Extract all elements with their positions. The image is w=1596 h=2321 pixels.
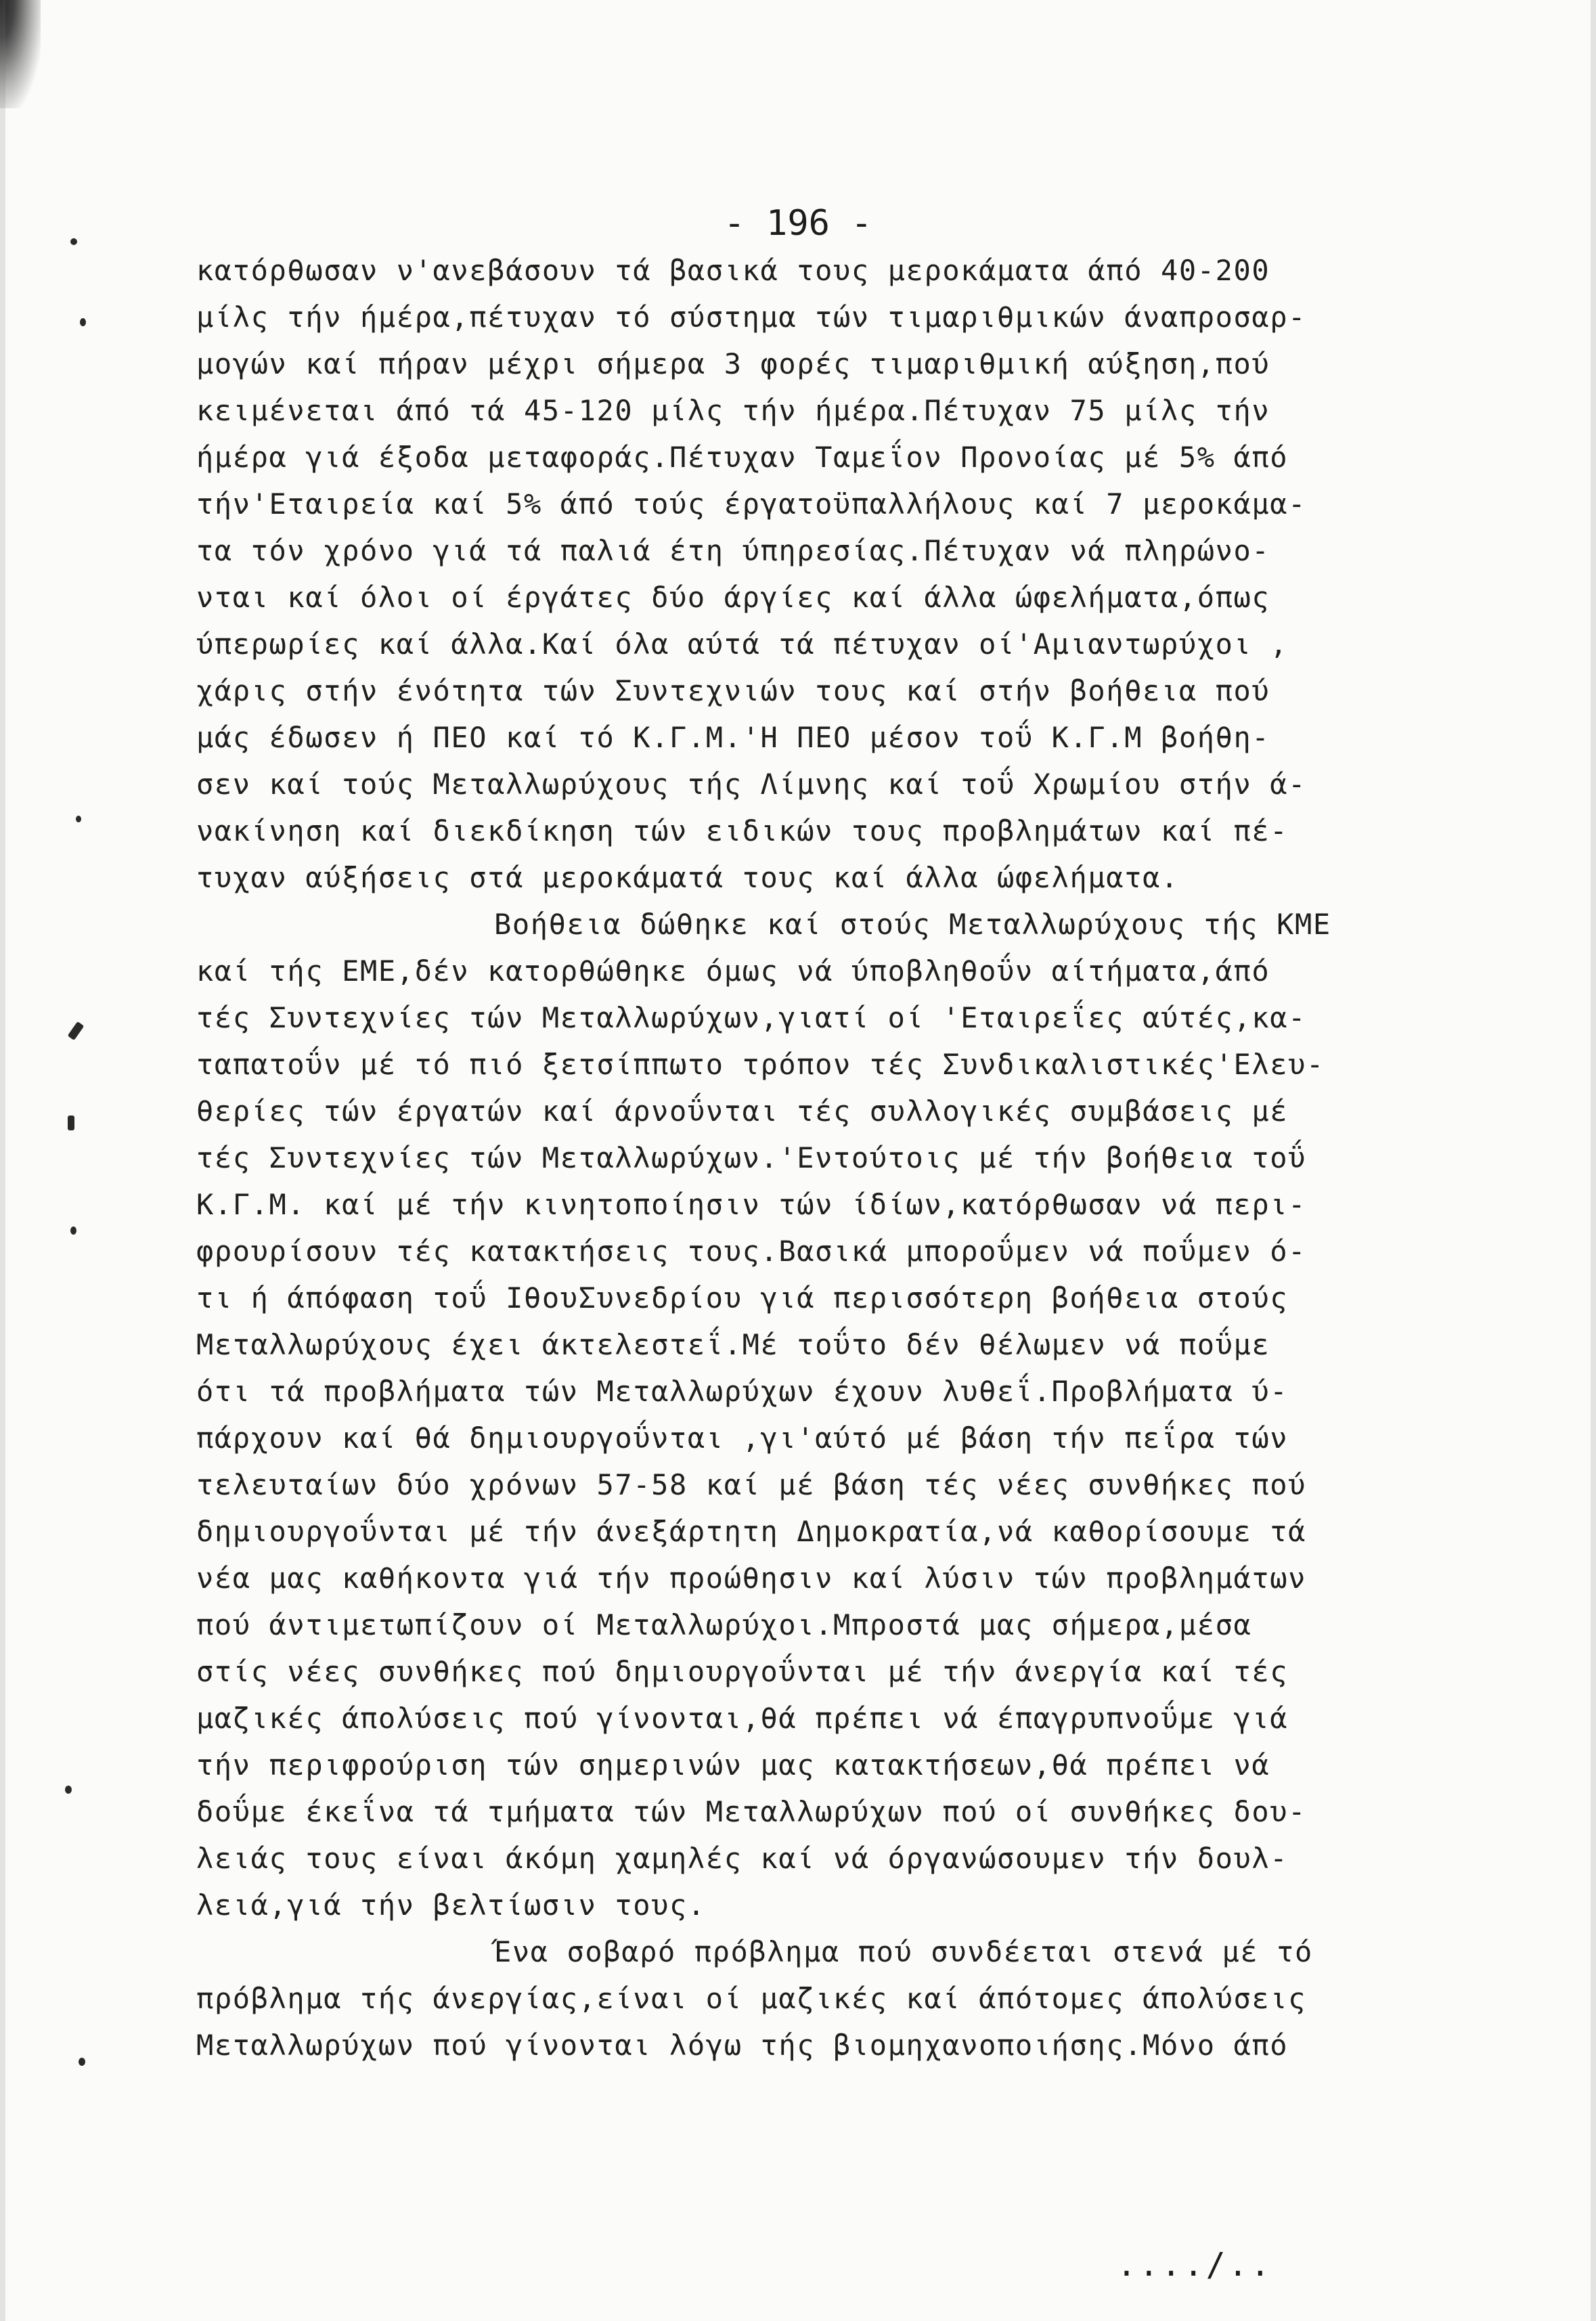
text-line: τυχαν αύξήσεις στά μεροκάματά τους καί άλλα ώφελήματα. [196,861,1179,894]
paragraph-start-line: Ένα σοβαρό πρόβλημα πού συνδέεται στενά μέ τό [494,1935,1313,1968]
text-line: τές Συντεχνίες τών Μεταλλωρύχων,γιατί οί 'Εταιρεΐες αύτές,κα- [196,1001,1307,1034]
text-line: νακίνηση καί διεκδίκηση τών ειδικών τους προβλημάτων καί πέ- [196,814,1289,847]
text-line: λειάς τους είναι άκόμη χαμηλές καί νά όργανώσουμεν τήν δουλ- [196,1842,1289,1875]
scan-speck [79,2058,85,2066]
text-line: στίς νέες συνθήκες πού δημιουργοΰνται μέ τήν άνεργία καί τές [196,1655,1289,1688]
scan-shadow [0,0,41,108]
paragraph-start-line: Βοήθεια δώθηκε καί στούς Μεταλλωρύχους τής ΚΜΕ [494,908,1331,941]
text-line: μάς έδωσεν ή ΠΕΟ καί τό Κ.Γ.Μ.'Η ΠΕΟ μέσον τοΰ Κ.Γ.Μ βοήθη- [196,721,1270,754]
text-line: Μεταλλωρύχους έχει άκτελεστεΐ.Μέ τοΰτο δέν θέλωμεν νά ποΰμε [196,1328,1270,1361]
text-line: καί τής ΕΜΕ,δέν κατορθώθηκε όμως νά ύποβληθοΰν αίτήματα,άπό [196,954,1270,988]
document-body [196,247,1442,2069]
text-line: μογών καί πήραν μέχρι σήμερα 3 φορές τιμαριθμική αύξηση,πού [196,347,1270,380]
scan-speck [65,1786,72,1794]
text-line: ότι τά προβλήματα τών Μεταλλωρύχων έχουν λυθεΐ.Προβλήματα ύ- [196,1375,1289,1408]
text-line: πού άντιμετωπίζουν οί Μεταλλωρύχοι.Μπροστά μας σήμερα,μέσα [196,1608,1252,1641]
page-number: - 196 - [724,203,872,244]
text-line: τήν'Εταιρεία καί 5% άπό τούς έργατοϋπαλλήλους καί 7 μεροκάμα- [196,487,1307,521]
text-line: δημιουργοΰνται μέ τήν άνεξάρτητη Δημοκρατία,νά καθορίσουμε τά [196,1515,1307,1548]
scan-speck [68,1021,85,1040]
text-line: θερίες τών έργατών καί άρνοΰνται τές συλλογικές συμβάσεις μέ [196,1095,1289,1128]
text-line: δοΰμε έκεΐνα τά τμήματα τών Μεταλλωρύχων πού οί συνθήκες δου- [196,1795,1307,1828]
text-line: τές Συντεχνίες τών Μεταλλωρύχων.'Εντούτοις μέ τήν βοήθεια τοΰ [196,1141,1307,1174]
text-line: πάρχουν καί θά δημιουργοΰνται ,γι'αύτό μέ βάση τήν πεΐρα τών [196,1421,1289,1455]
scan-speck [68,1115,74,1130]
text-line: κατόρθωσαν ν'ανεβάσουν τά βασικά τους μεροκάματα άπό 40-200 [196,254,1270,287]
text-line: Κ.Γ.Μ. καί μέ τήν κινητοποίησιν τών ίδίων,κατόρθωσαν νά περι- [196,1188,1307,1221]
scan-speck [70,1226,76,1235]
text-line: νέα μας καθήκοντα γιά τήν προώθησιν καί λύσιν τών προβλημάτων [196,1562,1307,1595]
text-line: λειά,γιά τήν βελτίωσιν τους. [196,1888,706,1922]
text-line: τελευταίων δύο χρόνων 57-58 καί μέ βάση τές νέες συνθήκες πού [196,1468,1307,1501]
text-line: Μεταλλωρύχων πού γίνονται λόγω τής βιομηχανοποιήσης.Μόνο άπό [196,2029,1289,2062]
text-line: μίλς τήν ήμέρα,πέτυχαν τό σύστημα τών τιμαριθμικών άναπροσαρ- [196,301,1307,334]
scan-edge-right [1591,0,1596,2321]
text-line: τι ή άπόφαση τοΰ ΙθουΣυνεδρίου γιά περισσότερη βοήθεια στούς [196,1281,1289,1314]
text-line: φρουρίσουν τές κατακτήσεις τους.Βασικά μποροΰμεν νά ποΰμεν ό- [196,1235,1307,1268]
text-line: νται καί όλοι οί έργάτες δύο άργίες καί άλλα ώφελήματα,όπως [196,581,1270,614]
text-line: ύπερωρίες καί άλλα.Καί όλα αύτά τά πέτυχαν οί'Αμιαντωρύχοι , [196,627,1289,661]
text-line: τήν περιφρούριση τών σημερινών μας κατακτήσεων,θά πρέπει νά [196,1748,1270,1782]
continuation-marker: ..../.. [1117,2246,1273,2284]
scan-speck [76,816,81,822]
text-line: χάρις στήν ένότητα τών Συντεχνιών τους καί στήν βοήθεια πού [196,674,1270,707]
text-line: ήμέρα γιά έξοδα μεταφοράς.Πέτυχαν Ταμεΐον Προνοίας μέ 5% άπό [196,441,1289,474]
text-line: πρόβλημα τής άνεργίας,είναι οί μαζικές καί άπότομες άπολύσεις [196,1982,1307,2015]
text-line: μαζικές άπολύσεις πού γίνονται,θά πρέπει νά έπαγρυπνοΰμε γιά [196,1702,1289,1735]
text-line: σεν καί τούς Μεταλλωρύχους τής Λίμνης καί τοΰ Χρωμίου στήν ά- [196,768,1307,801]
scan-speck [80,318,86,326]
scan-edge-left [0,0,5,2321]
text-line: ταπατοΰν μέ τό πιό ξετσίππωτο τρόπον τές Συνδικαλιστικές'Ελευ- [196,1048,1325,1081]
text-line: κειμένεται άπό τά 45-120 μίλς τήν ήμέρα.Πέτυχαν 75 μίλς τήν [196,394,1270,427]
text-line: τα τόν χρόνο γιά τά παλιά έτη ύπηρεσίας.Πέτυχαν νά πληρώνο- [196,534,1270,567]
